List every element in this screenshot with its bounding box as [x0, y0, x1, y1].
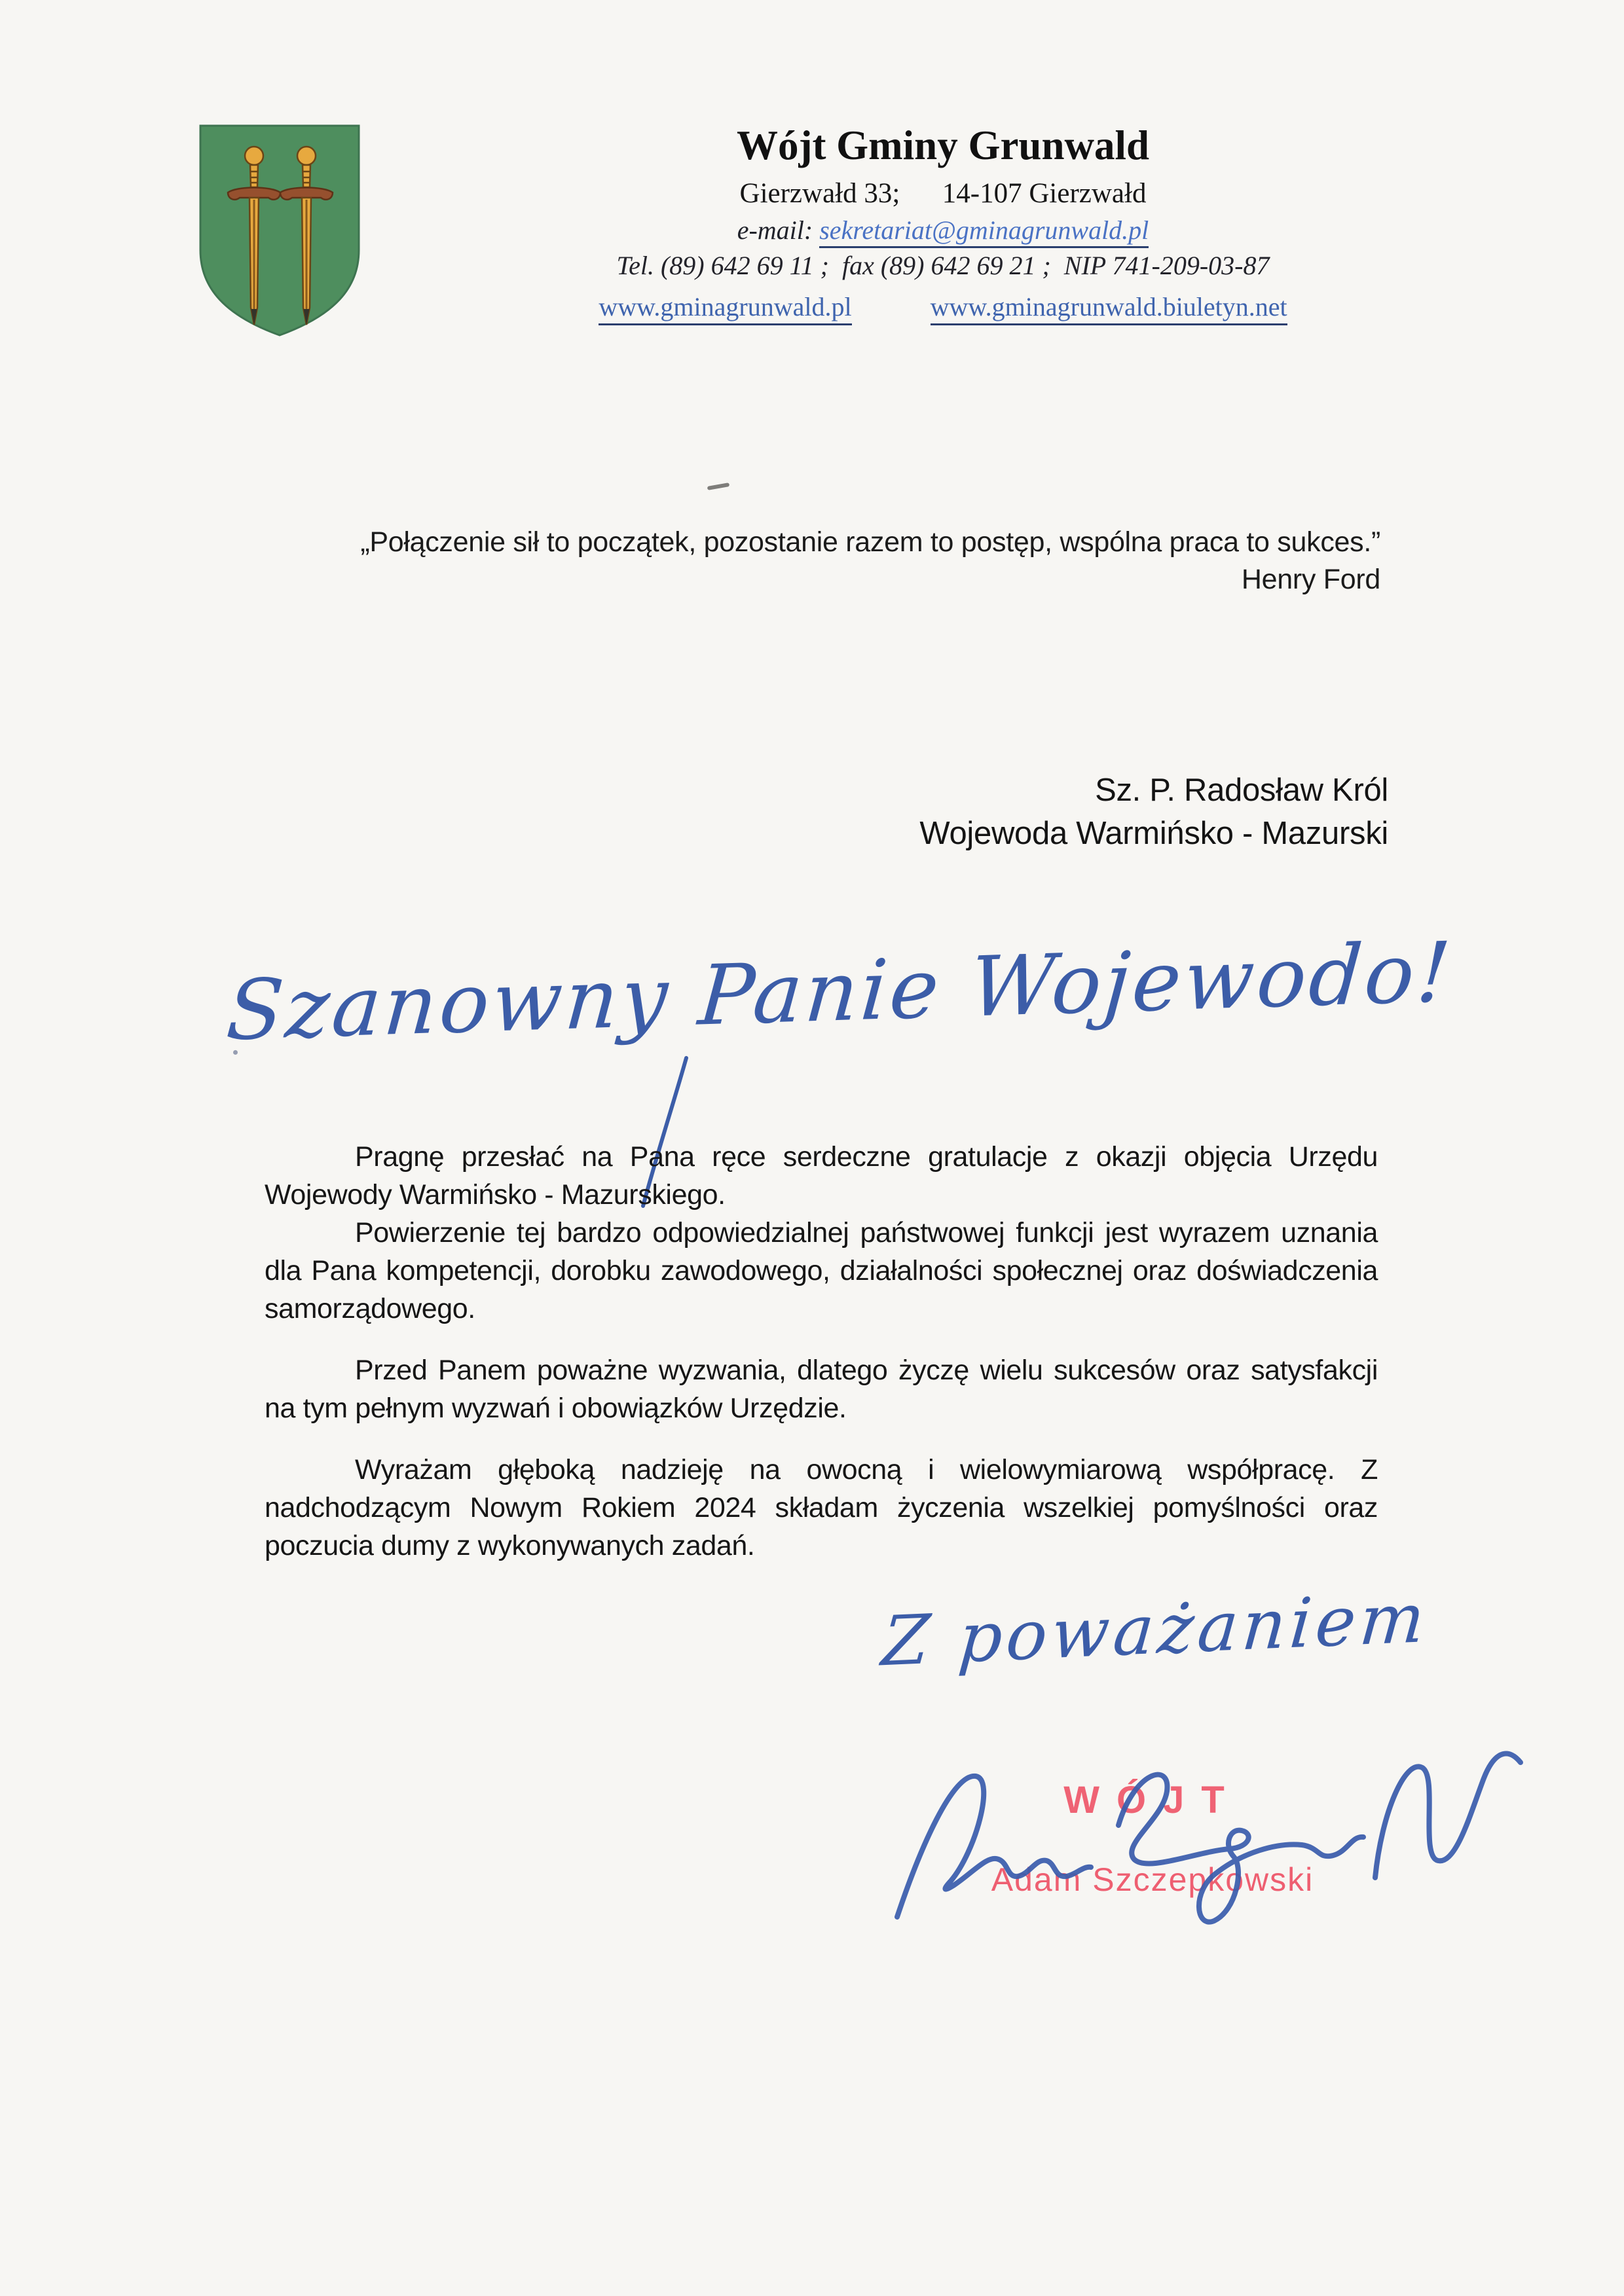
address-line: Gierzwałd 33; 14-107 Gierzwałd	[739, 178, 1147, 209]
coat-of-arms-icon	[196, 122, 363, 340]
letterhead	[550, 122, 1336, 246]
addressee-block	[919, 769, 1388, 855]
motto-text: „Połączenie sił to początek, pozostanie razem to postęp, wspólna praca to sukces.”	[360, 526, 1380, 558]
website-link-bip[interactable]: www.gminagrunwald.biuletyn.net	[931, 291, 1287, 325]
body-paragraph: Pragnę przesłać na Pana ręce serdeczne gratulacje z okazji objęcia Urzędu Wojewody Warmińsko - Mazurskiego.	[265, 1141, 1378, 1211]
email-label: e-mail:	[737, 215, 820, 245]
website-row	[550, 291, 1336, 325]
stamp-name: Adam Szczepkowski	[991, 1861, 1314, 1898]
addressee-name: Sz. P. Radosław Król	[1095, 773, 1388, 808]
shield-shape	[200, 126, 359, 335]
addressee-title: Wojewoda Warmińsko - Mazurski	[919, 816, 1388, 851]
tel-fax-nip-line: Tel. (89) 642 69 11 ; fax (89) 642 69 21 ; NIP 741-209-03-87	[616, 251, 1270, 280]
signature-scribble	[877, 1721, 1539, 1943]
letter-body	[265, 1138, 1378, 1565]
email-link[interactable]: sekretariat@gminagrunwald.pl	[819, 215, 1149, 248]
salutation-handwriting: Szanowny Panie Wojewodo!	[223, 924, 1456, 1059]
stamp-title: WÓJT	[1063, 1779, 1242, 1821]
body-paragraph: Powierzenie tej bardzo odpowiedzialnej państwowej funkcji jest wyrazem uznania dla Pana kompetencji, dorobku zawodowego, działalności społecznej oraz doświadczenia samorządowego.	[265, 1217, 1378, 1324]
email-line	[550, 215, 1336, 246]
website-link-primary[interactable]: www.gminagrunwald.pl	[599, 291, 851, 325]
contact-block	[550, 250, 1336, 325]
motto-attribution: Henry Ford	[1241, 564, 1380, 595]
org-title: Wójt Gminy Grunwald	[736, 122, 1150, 168]
body-paragraph: Wyrażam głęboką nadzieję na owocną i wielowymiarową współpracę. Z nadchodzącym Nowym Rokiem 2024 składam życzenia wszelkiej pomyślności oraz poczucia dumy z wykonywanych zadań.	[265, 1454, 1378, 1561]
scan-artifact-dash	[707, 483, 730, 490]
body-paragraph: Przed Panem poważne wyzwania, dlatego życzę wielu sukcesów oraz satysfakcji na tym pełnym wyzwań i obowiązków Urzędzie.	[265, 1355, 1378, 1424]
motto-block	[360, 524, 1380, 598]
valediction-handwriting: Z poważaniem	[879, 1577, 1431, 1682]
